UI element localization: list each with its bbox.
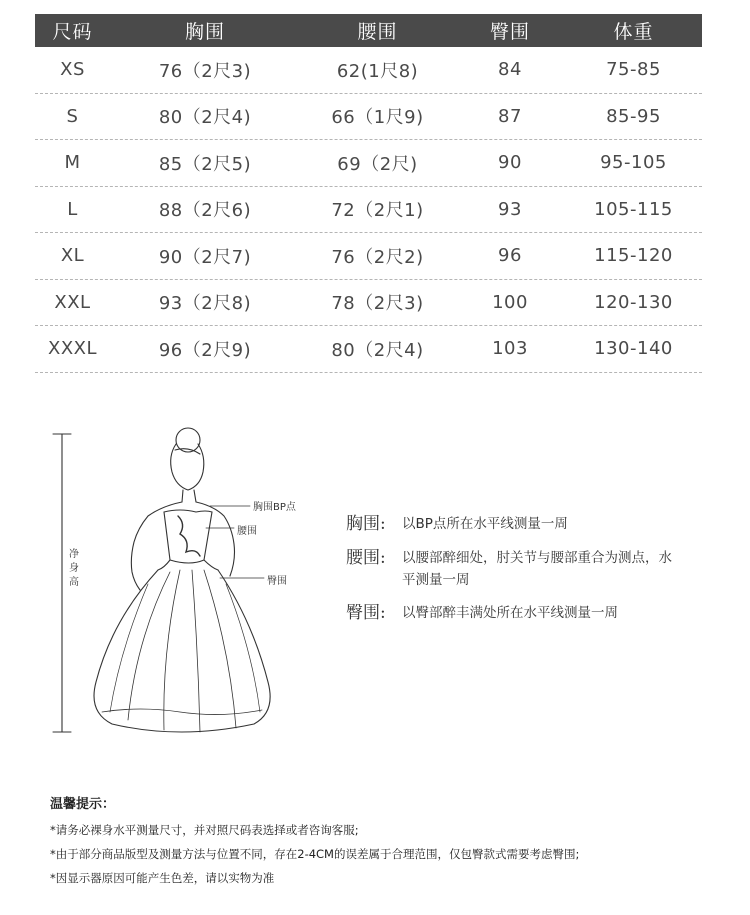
table-row [35, 280, 702, 327]
tip-item: *请务必裸身水平测量尺寸，并对照尺码表选择或者咨询客服; [50, 823, 359, 837]
definition-term: 臀围: [346, 603, 386, 623]
weight-cell: 75-85 [606, 59, 661, 81]
hip-cell: 90 [498, 152, 522, 174]
height-label: 净身高 [69, 549, 79, 588]
hip-cell: 93 [498, 198, 522, 220]
hip-cell: 87 [498, 105, 522, 127]
tip-item: *由于部分商品版型及测量方法与位置不同，存在2-4CM的误差属于合理范围，仅包臀款式需要考虑臀围; [50, 847, 580, 861]
definition-text: 以臀部醉丰满处所在水平线测量一周 [402, 605, 618, 621]
hip-cell: 103 [492, 338, 528, 360]
bust-cell: 90（2尺7) [158, 246, 252, 268]
table-row [35, 47, 702, 94]
tip-item: *因显示器原因可能产生色差，请以实物为准 [50, 871, 275, 885]
tips-title: 温馨提示： [50, 797, 116, 812]
waist-cell: 72（2尺1) [331, 200, 424, 222]
header-size: 尺码 [52, 21, 93, 43]
definition-waist [346, 546, 726, 591]
waist-cell: 69（2尺) [337, 153, 418, 175]
bust-cell: 96（2尺9) [158, 339, 252, 361]
size-cell: M [64, 152, 81, 174]
size-cell: S [66, 105, 79, 127]
definition-hip [346, 601, 726, 625]
header-weight: 体重 [613, 21, 654, 43]
definition-term: 腰围: [346, 548, 386, 568]
size-chart-table [35, 14, 702, 373]
table-row [35, 94, 702, 141]
waist-cell: 62(1尺8) [336, 60, 419, 82]
bust-callout: 胸围BP点 [253, 502, 296, 513]
weight-cell: 85-95 [606, 105, 661, 127]
size-cell: XXXL [47, 338, 98, 360]
waist-cell: 76（2尺2) [331, 246, 424, 268]
definition-bust [346, 512, 726, 536]
header-waist: 腰围 [357, 21, 398, 43]
table-row [35, 326, 702, 373]
bust-cell: 88（2尺6) [158, 200, 252, 222]
hip-cell: 84 [498, 59, 522, 81]
hip-cell: 100 [492, 291, 528, 313]
size-cell: L [67, 198, 78, 220]
size-cell: XXL [54, 291, 91, 313]
bust-cell: 93（2尺8) [158, 293, 252, 315]
size-cell: XL [60, 245, 85, 267]
hip-callout: 臀围 [267, 576, 287, 587]
weight-cell: 95-105 [600, 152, 667, 174]
table-row [35, 140, 702, 187]
weight-cell: 105-115 [594, 198, 673, 220]
table-row [35, 187, 702, 234]
definition-text: 以腰部醉细处，肘关节与腰部重合为测点，水平测量一周 [402, 550, 672, 588]
measurement-definitions [346, 512, 726, 635]
waist-cell: 78（2尺3) [331, 293, 424, 315]
weight-cell: 115-120 [594, 245, 673, 267]
table-header-row [35, 14, 702, 47]
waist-cell: 66（1尺9) [331, 107, 424, 129]
bust-cell: 85（2尺5) [158, 153, 252, 175]
table-row [35, 233, 702, 280]
definition-text: 以BP点所在水平线测量一周 [402, 516, 568, 532]
header-hip: 臀围 [489, 21, 530, 43]
size-cell: XS [60, 59, 85, 81]
waist-callout: 腰围 [237, 526, 257, 537]
bust-cell: 76（2尺3) [158, 60, 252, 82]
weight-cell: 130-140 [594, 338, 673, 360]
weight-cell: 120-130 [594, 291, 673, 313]
definition-term: 胸围: [346, 514, 386, 534]
bust-cell: 80（2尺4) [158, 107, 252, 129]
waist-cell: 80（2尺4) [331, 339, 424, 361]
tips-section [50, 793, 730, 895]
header-bust: 胸围 [184, 21, 225, 43]
hip-cell: 96 [498, 245, 522, 267]
